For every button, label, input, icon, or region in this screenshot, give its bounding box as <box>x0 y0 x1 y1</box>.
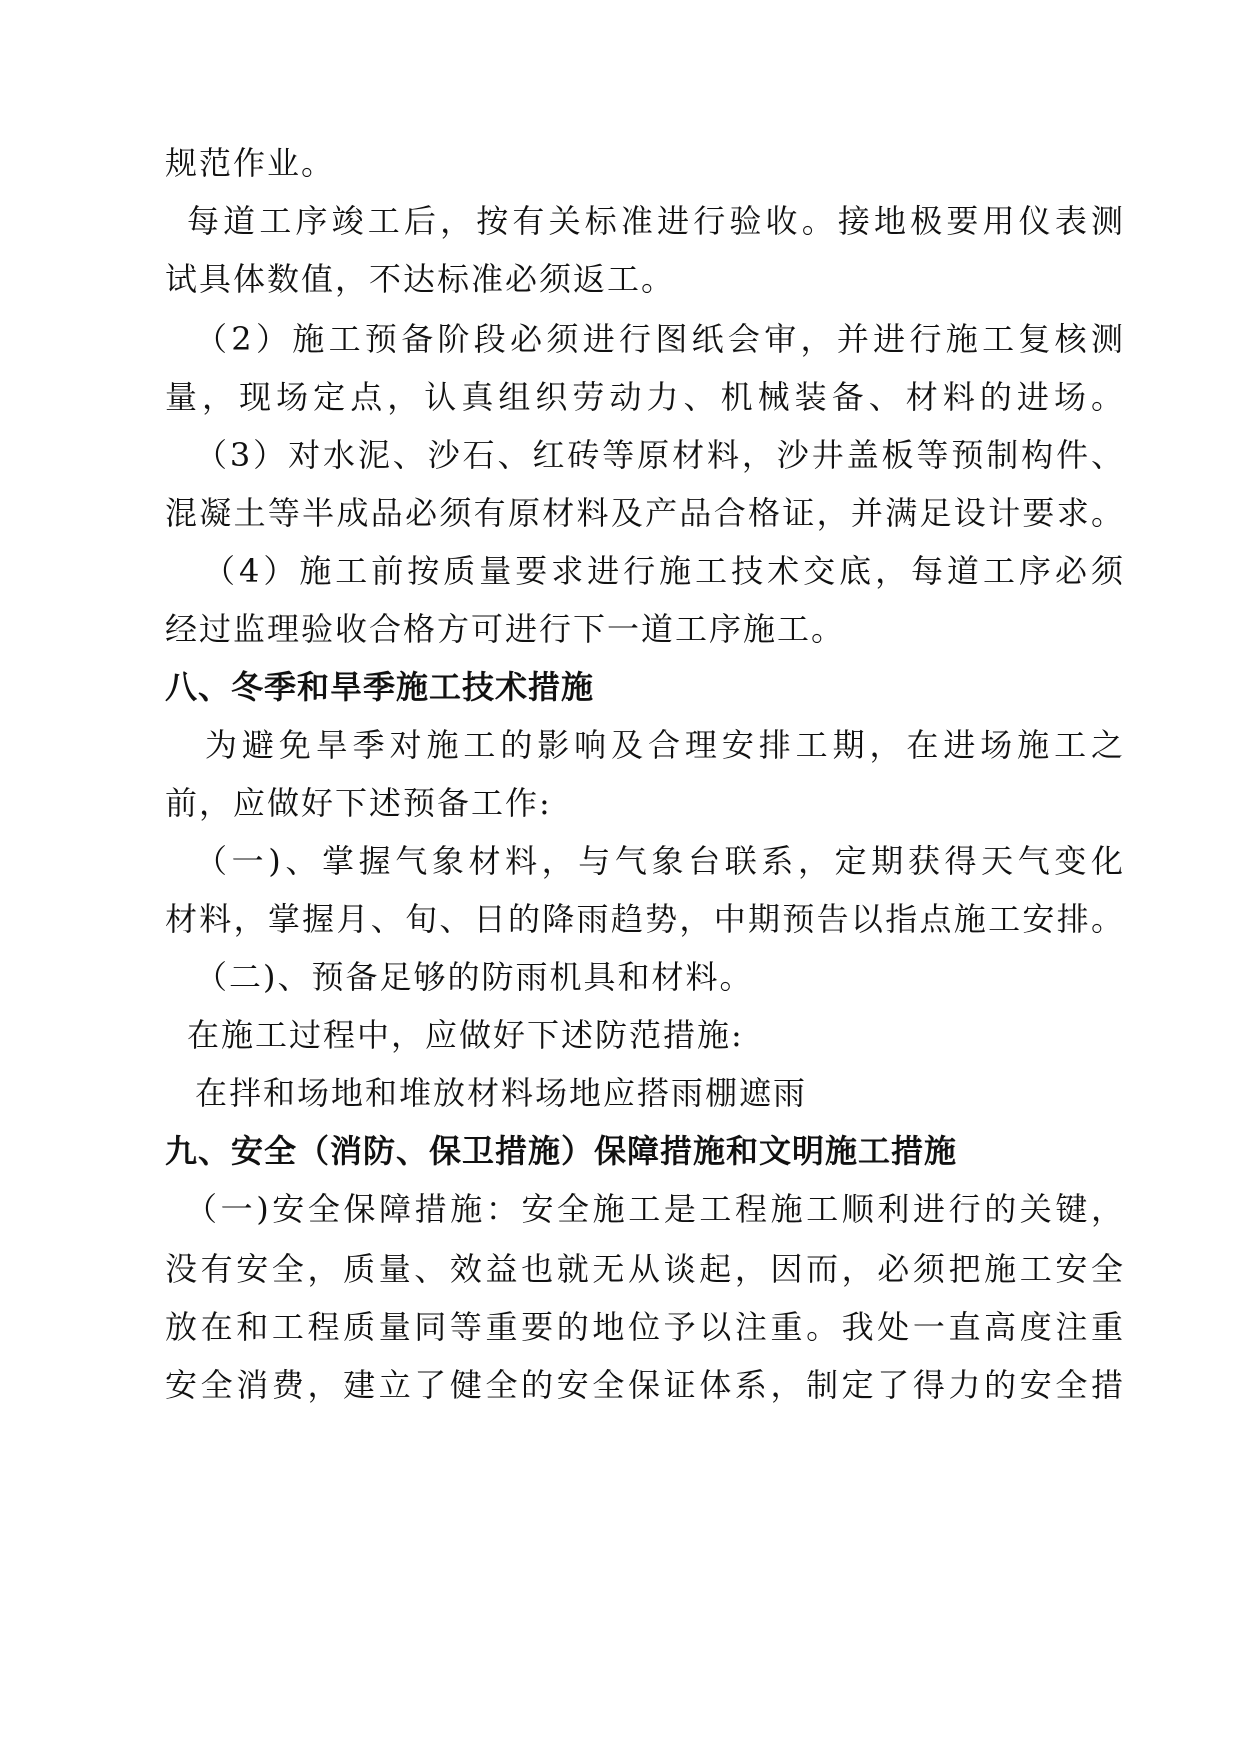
text-line: 为避免旱季对施工的影响及合理安排工期，在进场施工之 <box>205 726 1125 764</box>
text-line: 放在和工程质量同等重要的地位予以注重。我处一直高度注重 <box>165 1308 1125 1346</box>
text-line: （2）施工预备阶段必须进行图纸会审，并进行施工复核测 <box>195 320 1125 358</box>
text-line: 混凝土等半成品必须有原材料及产品合格证，并满足设计要求。 <box>165 494 1125 532</box>
text-line: （一)安全保障措施：安全施工是工程施工顺利进行的关键， <box>185 1190 1125 1228</box>
text-line: 没有安全，质量、效益也就无从谈起，因而，必须把施工安全 <box>165 1250 1125 1288</box>
section-heading: 九、安全（消防、保卫措施）保障措施和文明施工措施 <box>165 1132 958 1170</box>
text-line: 安全消费，建立了健全的安全保证体系，制定了得力的安全措 <box>165 1366 1125 1404</box>
text-line: 经过监理验收合格方可进行下一道工序施工。 <box>165 610 846 648</box>
section-heading: 八、冬季和旱季施工技术措施 <box>165 668 595 706</box>
text-line: （4）施工前按质量要求进行施工技术交底，每道工序必须 <box>203 552 1125 590</box>
text-line: 试具体数值，不达标准必须返工。 <box>165 260 676 298</box>
text-line: 材料，掌握月、旬、日的降雨趋势，中期预告以指点施工安排。 <box>165 900 1125 938</box>
text-line: （3）对水泥、沙石、红砖等原材料，沙井盖板等预制构件、 <box>195 436 1125 474</box>
text-line: 每道工序竣工后，按有关标准进行验收。接地极要用仪表测 <box>187 202 1125 240</box>
text-line: 规范作业。 <box>165 144 336 182</box>
text-line: （二)、预备足够的防雨机具和材料。 <box>195 958 754 996</box>
text-line: （一)、掌握气象材料，与气象台联系，定期获得天气变化 <box>195 842 1125 880</box>
text-line: 在施工过程中，应做好下述防范措施: <box>187 1016 744 1054</box>
text-line: 前，应做好下述预备工作: <box>165 784 552 822</box>
text-line: 量，现场定点，认真组织劳动力、机械装备、材料的进场。 <box>165 378 1125 416</box>
text-line: 在拌和场地和堆放材料场地应搭雨棚遮雨 <box>195 1074 808 1112</box>
